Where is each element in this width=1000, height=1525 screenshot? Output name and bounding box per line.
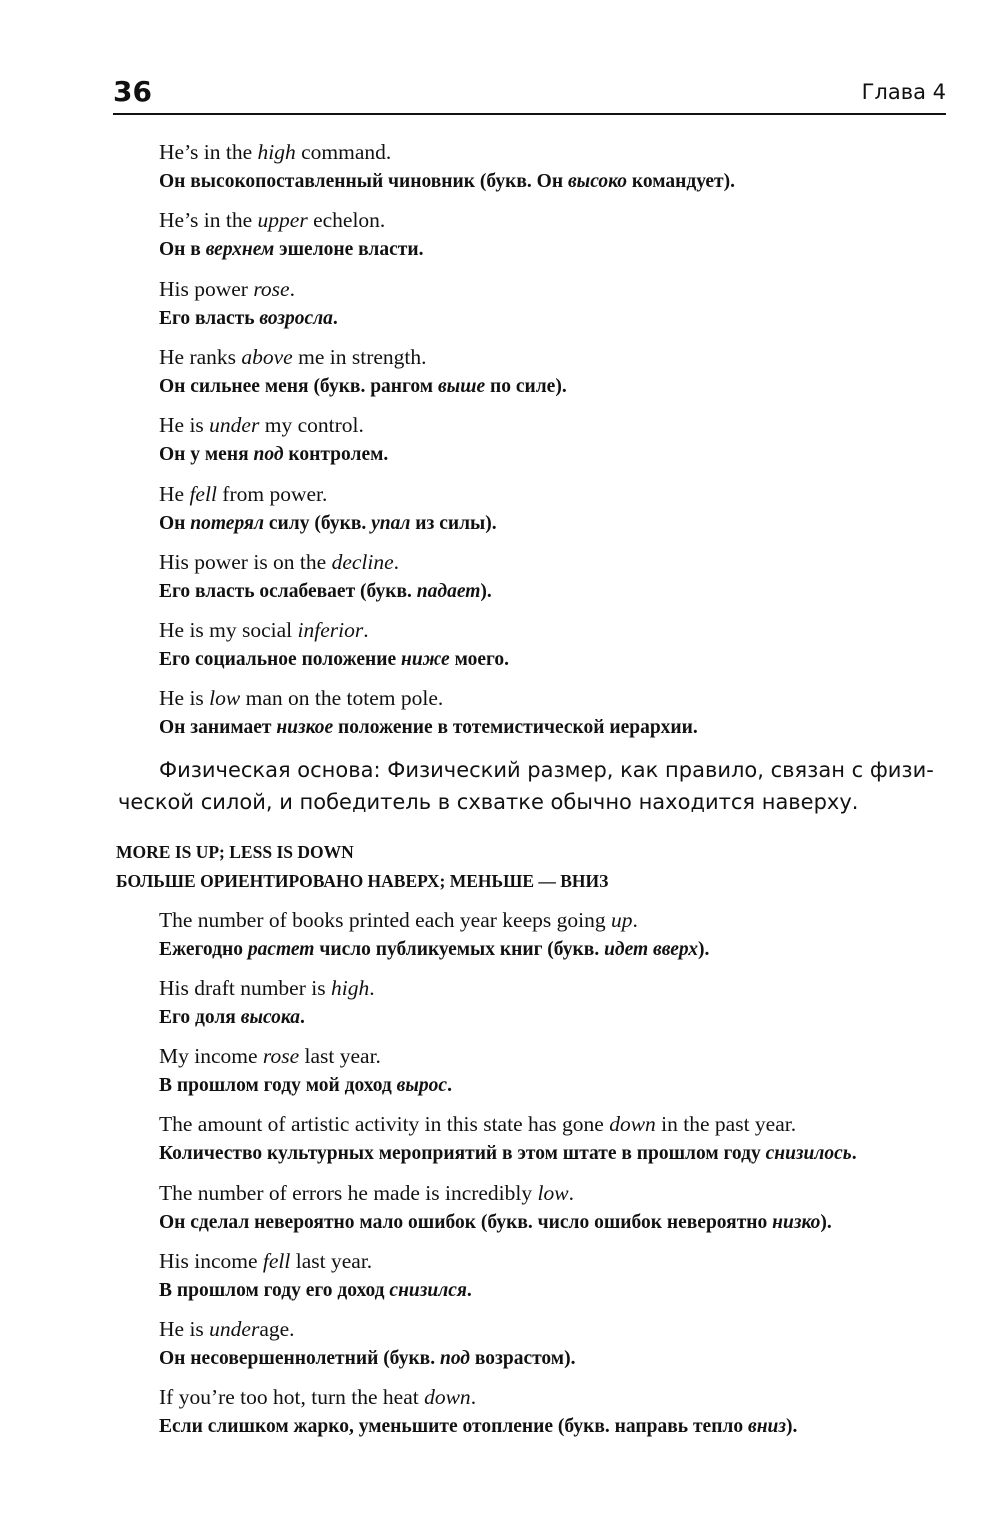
example-russian: Его власть ослабевает (букв. падает). xyxy=(159,581,492,602)
paragraph-line: Физическая основа: Физический размер, как правило, связан с физи- xyxy=(159,758,934,782)
example-english: He is under my control. xyxy=(159,413,364,437)
example-english: My income rose last year. xyxy=(159,1044,381,1068)
example-pair xyxy=(159,275,338,333)
example-pair xyxy=(159,138,735,196)
example-russian: Он у меня под контролем. xyxy=(159,444,389,465)
example-pair xyxy=(159,1247,472,1305)
page-header xyxy=(113,72,946,116)
example-russian: Если слишком жарко, уменьшите отопление (букв. направь тепло вниз). xyxy=(159,1416,798,1437)
example-pair xyxy=(159,206,423,264)
example-english: His power rose. xyxy=(159,277,295,301)
example-english: He is underage. xyxy=(159,1317,295,1341)
example-pair xyxy=(159,480,497,538)
example-pair xyxy=(159,411,388,469)
example-russian: Он в верхнем эшелоне власти. xyxy=(159,239,424,260)
example-pair xyxy=(159,1110,857,1168)
example-russian: Его социальное положение ниже моего. xyxy=(159,649,509,670)
example-pair xyxy=(159,1042,452,1100)
example-russian: Он потерял силу (букв. упал из силы). xyxy=(159,513,497,534)
example-english: His draft number is high. xyxy=(159,976,375,1000)
example-russian: Он занимает низкое положение в тотемистической иерархии. xyxy=(159,717,698,738)
example-english: He’s in the high command. xyxy=(159,140,392,164)
example-russian: Он сделал невероятно мало ошибок (букв. число ошибок невероятно низко). xyxy=(159,1212,832,1233)
example-pair xyxy=(159,343,567,401)
example-pair xyxy=(159,548,492,606)
example-russian: Количество культурных мероприятий в этом штате в прошлом году снизилось. xyxy=(159,1143,857,1164)
example-russian: Его власть возросла. xyxy=(159,308,338,329)
example-english: The amount of artistic activity in this state has gone down in the past year. xyxy=(159,1112,797,1136)
example-english: His income fell last year. xyxy=(159,1249,373,1273)
physical-basis-paragraph xyxy=(118,754,959,818)
example-english: His power is on the decline. xyxy=(159,550,400,574)
example-russian: Его доля высока. xyxy=(159,1007,305,1028)
page-number: 36 xyxy=(113,75,152,108)
example-english: He fell from power. xyxy=(159,482,328,506)
paragraph-line: ческой силой, и победитель в схватке обычно находится наверху. xyxy=(118,790,859,814)
example-russian: Ежегодно растет число публикуемых книг (букв. идет вверх). xyxy=(159,939,710,960)
example-russian: Он сильнее меня (букв. рангом выше по силе). xyxy=(159,376,567,397)
example-pair xyxy=(159,1179,832,1237)
example-russian: В прошлом году мой доход вырос. xyxy=(159,1075,452,1096)
section-heading-en: MORE IS UP; LESS IS DOWN xyxy=(116,842,354,862)
example-russian: Он высокопоставленный чиновник (букв. Он высоко командует). xyxy=(159,171,735,192)
example-english: He ranks above me in strength. xyxy=(159,345,427,369)
example-russian: В прошлом году его доход снизился. xyxy=(159,1280,472,1301)
example-english: The number of errors he made is incredibly low. xyxy=(159,1181,574,1205)
example-pair xyxy=(159,1315,575,1373)
example-pair xyxy=(159,906,709,964)
example-pair xyxy=(159,684,698,742)
example-pair xyxy=(159,974,375,1032)
example-english: He’s in the upper echelon. xyxy=(159,208,386,232)
example-pair xyxy=(159,1383,797,1441)
example-english: If you’re too hot, turn the heat down. xyxy=(159,1385,477,1409)
chapter-title: Глава 4 xyxy=(861,80,946,104)
example-russian: Он несовершеннолетний (букв. под возрастом). xyxy=(159,1348,576,1369)
header-rule xyxy=(113,113,946,115)
example-english: He is low man on the totem pole. xyxy=(159,686,444,710)
example-pair xyxy=(159,616,509,674)
section-heading-ru: БОЛЬШЕ ОРИЕНТИРОВАНО НАВЕРХ; МЕНЬШЕ — ВНИЗ xyxy=(116,871,609,891)
example-english: The number of books printed each year keeps going up. xyxy=(159,908,638,932)
example-english: He is my social inferior. xyxy=(159,618,369,642)
